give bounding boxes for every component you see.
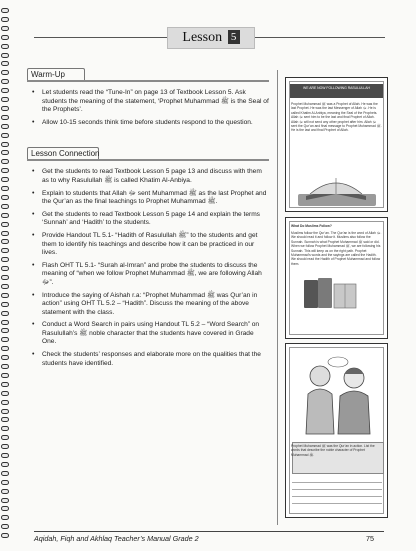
thumbnail-text: Muslims follow the Qur’an. The Qur’an is the word of Allah ﷻ. We should read it and follow it. Muslims also follow the Sunnah. Sunnah is what Prophet Muhammad ﷺ said or did. When we follow Prophet Muhammad ﷺ, we are following his Sunnah. This will keep us on the right path. Prophet Muhammad’s words and the sayings are called the Hadith. We should read the Hadith of Prophet Muhammad and follow them. [291,231,382,266]
footer-title: Aqidah, Fiqh and Akhlaq Teacher’s Manual Grade 2 [34,534,199,543]
spiral-coil [1,35,9,40]
connection-item: • Get the students to read Textbook Lesson 5 page 13 and discuss with them as to why Rasulullah ﷺ is called Khatim Al-Anbiya. [27,168,269,185]
spiral-coil [1,489,9,494]
spiral-coil [1,311,9,316]
spiral-coil [1,346,9,351]
spiral-coil [1,302,9,307]
thumbnail-text: Prophet Muhammad ﷺ was the Qur’an in action. List the words that describe the noble character of Prophet Muhammad ﷺ. [291,444,375,457]
warmup-item: • Let students read the “Tune-In” on page 13 of Textbook Lesson 5. Ask students the meaning of the statement, ‘Prophet Muhammad ﷺ is the Seal of the Prophets’. [27,89,269,115]
spiral-coil [1,79,9,84]
textbook-thumbnail-2 [285,217,388,339]
spiral-coil [1,177,9,182]
spiral-coil [1,417,9,422]
spiral-coil [1,239,9,244]
thumbnail-banner: WE ARE NOW FOLLOWING RASULULLAH [290,84,383,98]
spiral-coil [1,195,9,200]
spiral-coil [1,400,9,405]
spiral-coil [1,480,9,485]
spiral-coil [1,186,9,191]
spiral-coil [1,337,9,342]
spiral-coil [1,355,9,360]
lesson-label: Lesson [182,30,223,45]
spiral-coil [1,26,9,31]
spiral-coil [1,88,9,93]
spiral-coil [1,70,9,75]
spiral-coil [1,17,9,22]
spiral-coil [1,142,9,147]
title-rule-right [253,37,385,38]
warmup-heading: Warm-Up [31,70,65,79]
spiral-coil [1,533,9,538]
teaching-column [27,68,269,372]
books-illustration [294,274,380,310]
spiral-coil [1,471,9,476]
spiral-coil [1,382,9,387]
spiral-coil [1,159,9,164]
connection-heading: Lesson Connection [31,149,100,159]
connection-header [27,147,269,160]
connection-item: • Conduct a Word Search in pairs using Handout TL 5.2 – “Word Search” on Rasulullah’s ﷺ noble character that the students have covered in Grade One. [27,321,269,347]
spiral-coil [1,115,9,120]
spiral-coil [1,328,9,333]
spiral-coil [1,498,9,503]
spiral-coil [1,150,9,155]
connection-item: • Flash OHT TL 5.1- “Surah al-Imran” and probe the students to discuss the meaning of “when we follow Prophet Muhammad ﷺ, we are following Allah ﷻ”. [27,262,269,288]
warmup-header [27,68,269,81]
children-illustration [294,354,380,438]
spiral-coil [1,462,9,467]
spiral-coil [1,293,9,298]
spiral-coil [1,320,9,325]
spiral-coil [1,44,9,49]
spiral-binding [0,8,12,543]
spiral-coil [1,231,9,236]
connection-item: • Get the students to read Textbook Lesson 5 page 14 and explain the terms ‘Sunnah’ and ‘Hadith’ to the students. [27,211,269,228]
thumbnail-text: Prophet Muhammad ﷺ was a Prophet of Allah. He was the last Prophet. He was the last Messenger of Allah ﷻ. He is called Khatim Al-Anbiya, meaning the Seal of the Prophets. Allah ﷻ sent him to be the last and final Prophet of Allah. Allah ﷻ will not send any other prophet after him. Allah ﷻ sent the Qur’an and final message to Prophet Muhammad ﷺ. He is the last and final Prophet of Allah. [291,102,382,133]
spiral-coil [1,426,9,431]
spiral-coil [1,106,9,111]
spiral-coil [1,524,9,529]
spiral-coil [1,8,9,13]
spiral-coil [1,61,9,66]
spiral-coil [1,284,9,289]
connection-list [27,168,269,368]
spiral-coil [1,409,9,414]
spiral-coil [1,364,9,369]
spiral-coil [1,435,9,440]
page-number: 75 [366,534,374,543]
spiral-coil [1,444,9,449]
spiral-coil [1,257,9,262]
spiral-coil [1,133,9,138]
spiral-coil [1,248,9,253]
spiral-coil [1,53,9,58]
footer-rule [34,531,384,532]
warmup-item: • Allow 10-15 seconds think time before students respond to the question. [27,119,269,128]
textbook-thumbnail-1 [285,77,388,212]
spiral-coil [1,275,9,280]
spiral-coil [1,222,9,227]
spiral-coil [1,204,9,209]
connection-bar [27,159,269,161]
spiral-coil [1,168,9,173]
thumbnail-text-lower [291,313,382,335]
column-divider [277,70,278,525]
spiral-coil [1,124,9,129]
lesson-number: 5 [228,30,240,44]
quran-book-illustration [296,170,378,208]
spiral-coil [1,373,9,378]
spiral-coil [1,391,9,396]
spiral-coil [1,453,9,458]
spiral-coil [1,515,9,520]
lesson-title [167,27,255,49]
textbook-thumbnail-3 [285,343,388,518]
connection-item: • Provide Handout TL 5.1- “Hadith of Rasulullah ﷺ” to the students and get them to identify his teachings and describe how it can be practiced in our lives. [27,232,269,258]
connection-item: • Introduce the saying of Aishah r.a: “Prophet Muhammad ﷺ was Qur’an in action” using OHT TL 5.2 – “Hadith”. Discuss the meaning of the above statement with the class. [27,292,269,318]
connection-item: • Check the students’ responses and elaborate more on the qualities that the students have identified. [27,351,269,368]
title-rule-left [34,37,167,38]
spiral-coil [1,97,9,102]
thumbnail-heading: What Do Muslims Follow? [291,224,332,228]
spiral-coil [1,213,9,218]
warmup-bar [27,80,269,82]
warmup-list [27,89,269,127]
thumbnail-lines [292,476,382,512]
connection-item: • Explain to students that Allah ﷻ sent Muhammad ﷺ as the last Prophet and the Qur’an as the final teachings to Prophet Muhammad ﷺ. [27,190,269,207]
spiral-coil [1,266,9,271]
spiral-coil [1,506,9,511]
